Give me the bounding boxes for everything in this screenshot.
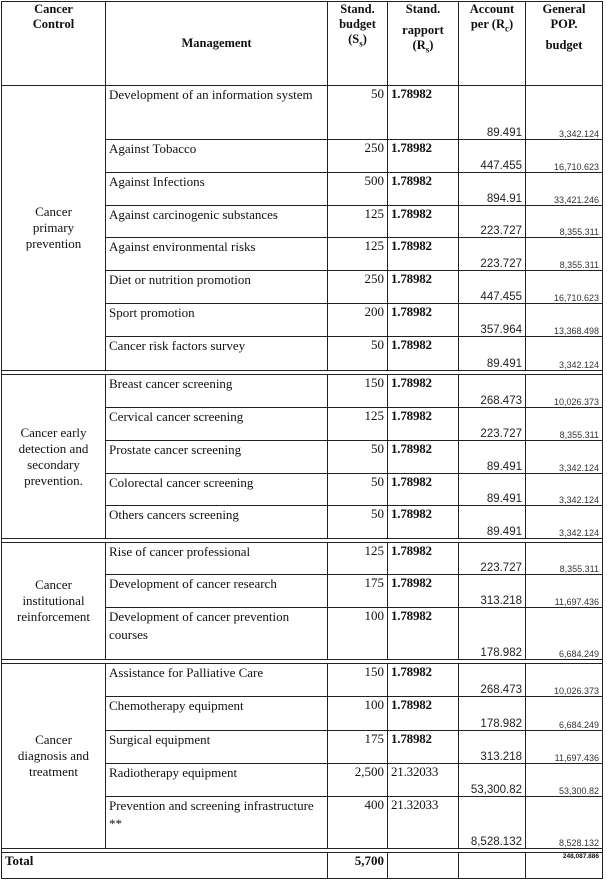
general-pop-budget-cell: 16,710.623 (526, 140, 603, 173)
header-stand-budget-sub: s (359, 38, 363, 49)
stand-budget-cell: 125 (328, 408, 388, 441)
management-cell: Rise of cancer professional (106, 543, 328, 575)
stand-budget-cell: 175 (328, 575, 388, 608)
category-label-line: primary (32, 220, 75, 235)
general-pop-budget-cell: 3,342.124 (526, 474, 603, 506)
stand-budget-cell: 250 (328, 140, 388, 173)
stand-rapport-cell: 1.78982 (388, 86, 459, 140)
header-general-pop (526, 2, 603, 86)
management-cell: Cancer risk factors survey (106, 337, 328, 371)
stand-rapport-cell: 1.78982 (388, 543, 459, 575)
stand-rapport-cell: 21.32033 (388, 797, 459, 849)
header-account-sub: c (504, 23, 509, 34)
stand-budget-cell: 150 (328, 664, 388, 697)
total-label: Total (2, 853, 328, 879)
management-cell: Development of cancer prevention courses (106, 608, 328, 660)
stand-budget-cell: 175 (328, 731, 388, 764)
header-stand-budget-line1: Stand. (340, 2, 375, 16)
account-cell: 447.455 (459, 140, 526, 173)
account-cell: 313.218 (459, 731, 526, 764)
management-cell: Others cancers screening (106, 506, 328, 539)
account-cell: 268.473 (459, 375, 526, 408)
header-control-line1: Cancer (34, 2, 73, 16)
stand-rapport-cell: 1.78982 (388, 608, 459, 660)
header-management: Management (106, 2, 328, 86)
header-stand-rapport-sub: s (425, 44, 430, 55)
general-pop-budget-cell: 8,355.311 (526, 206, 603, 238)
general-pop-budget-cell: 6,684.249 (526, 697, 603, 731)
general-pop-budget-cell: 3,342.124 (526, 506, 603, 539)
management-cell: Surgical equipment (106, 731, 328, 764)
stand-rapport-cell: 1.78982 (388, 304, 459, 337)
account-cell: 894.91 (459, 173, 526, 206)
stand-rapport-cell: 21.32033 (388, 764, 459, 797)
cancer-budget-table (1, 1, 603, 879)
stand-budget-cell: 125 (328, 238, 388, 271)
general-pop-budget-cell: 10,026.373 (526, 664, 603, 697)
category-label-line: institutional (22, 593, 85, 608)
category-cell (2, 375, 106, 539)
header-account-close: ) (508, 17, 514, 31)
general-pop-budget-cell: 8,355.311 (526, 543, 603, 575)
account-cell: 223.727 (459, 408, 526, 441)
account-cell: 89.491 (459, 86, 526, 140)
table-body (2, 86, 603, 879)
header-stand-rapport-line3: (R (412, 38, 426, 52)
stand-rapport-cell: 1.78982 (388, 140, 459, 173)
stand-budget-cell: 50 (328, 86, 388, 140)
stand-rapport-cell: 1.78982 (388, 408, 459, 441)
management-cell: Development of an information system (106, 86, 328, 140)
general-pop-budget-cell: 10,026.373 (526, 375, 603, 408)
account-cell: 357.964 (459, 304, 526, 337)
category-label-line: Cancer (35, 732, 72, 747)
total-row (2, 853, 603, 879)
general-pop-budget-cell: 16,710.623 (526, 271, 603, 304)
account-cell: 89.491 (459, 337, 526, 371)
budget-table-container (1, 1, 603, 879)
management-cell: Cervical cancer screening (106, 408, 328, 441)
category-cell (2, 664, 106, 849)
general-pop-budget-cell: 11,697.436 (526, 731, 603, 764)
account-cell: 223.727 (459, 238, 526, 271)
category-label-line: treatment (28, 764, 79, 779)
header-stand-budget-line2: budget (339, 17, 376, 31)
stand-rapport-cell: 1.78982 (388, 173, 459, 206)
table-row (2, 375, 603, 408)
total-rapport-empty (388, 853, 459, 879)
header-stand-rapport-close: ) (429, 38, 434, 52)
management-cell: Diet or nutrition promotion (106, 271, 328, 304)
header-stand-rapport-line1: Stand. (405, 2, 441, 16)
stand-budget-cell: 50 (328, 337, 388, 371)
category-label-line: secondary (27, 456, 80, 472)
category-cell (2, 86, 106, 371)
management-cell: Breast cancer screening (106, 375, 328, 408)
management-cell: Prevention and screening infrastructure ** (106, 797, 328, 849)
stand-budget-cell: 150 (328, 375, 388, 408)
general-pop-budget-cell: 8,355.311 (526, 408, 603, 441)
header-row (2, 2, 603, 86)
general-pop-budget-cell: 13,368.498 (526, 304, 603, 337)
stand-rapport-cell: 1.78982 (388, 575, 459, 608)
total-account-empty (459, 853, 526, 879)
header-general-line3: budget (545, 38, 583, 52)
account-cell: 178.982 (459, 608, 526, 660)
stand-rapport-cell: 1.78982 (388, 206, 459, 238)
stand-budget-cell: 125 (328, 543, 388, 575)
account-cell: 268.473 (459, 664, 526, 697)
header-account-line2: per (R (470, 17, 505, 31)
header-general-line1: General (542, 2, 586, 16)
management-cell: Colorectal cancer screening (106, 474, 328, 506)
stand-rapport-cell: 1.78982 (388, 474, 459, 506)
management-cell: Against carcinogenic substances (106, 206, 328, 238)
stand-budget-cell: 200 (328, 304, 388, 337)
account-cell: 89.491 (459, 441, 526, 474)
header-control-line2: Control (32, 17, 75, 31)
total-budget: 5,700 (328, 853, 388, 879)
management-cell: Development of cancer research (106, 575, 328, 608)
general-pop-budget-cell: 53,300.82 (526, 764, 603, 797)
stand-rapport-cell: 1.78982 (388, 664, 459, 697)
management-cell: Sport promotion (106, 304, 328, 337)
stand-budget-cell: 50 (328, 441, 388, 474)
header-account-line1: Account (469, 2, 515, 16)
table-row (2, 86, 603, 140)
category-label-line: prevention (25, 236, 82, 251)
management-cell: Chemotherapy equipment (106, 697, 328, 731)
header-cancer-control (2, 2, 106, 86)
table-row (2, 664, 603, 697)
stand-budget-cell: 500 (328, 173, 388, 206)
category-label-line: diagnosis and (17, 748, 90, 763)
stand-budget-cell: 250 (328, 271, 388, 304)
stand-rapport-cell: 1.78982 (388, 238, 459, 271)
category-label-line: Cancer (35, 204, 72, 219)
table-row (2, 543, 603, 575)
account-cell: 89.491 (459, 506, 526, 539)
header-stand-budget (328, 2, 388, 86)
management-cell: Prostate cancer screening (106, 441, 328, 474)
stand-rapport-cell: 1.78982 (388, 506, 459, 539)
general-pop-budget-cell: 3,342.124 (526, 86, 603, 140)
account-cell: 313.218 (459, 575, 526, 608)
account-cell: 8,528.132 (459, 797, 526, 849)
category-label-line: Cancer early (20, 424, 87, 440)
stand-budget-cell: 100 (328, 697, 388, 731)
category-cell (2, 543, 106, 660)
category-label-line: prevention. (24, 472, 83, 488)
stand-rapport-cell: 1.78982 (388, 337, 459, 371)
category-label-line: reinforcement (17, 609, 90, 624)
header-stand-rapport-line2: rapport (402, 23, 444, 37)
stand-budget-cell: 400 (328, 797, 388, 849)
header-stand-budget-close: ) (362, 32, 367, 46)
stand-budget-cell: 50 (328, 474, 388, 506)
header-account (459, 2, 526, 86)
management-cell: Radiotherapy equipment (106, 764, 328, 797)
total-pop-budget: 248,087.886 (526, 853, 603, 879)
stand-budget-cell: 2,500 (328, 764, 388, 797)
account-cell: 89.491 (459, 474, 526, 506)
management-cell: Against Infections (106, 173, 328, 206)
general-pop-budget-cell: 6,684.249 (526, 608, 603, 660)
account-cell: 223.727 (459, 543, 526, 575)
account-cell: 223.727 (459, 206, 526, 238)
stand-rapport-cell: 1.78982 (388, 271, 459, 304)
general-pop-budget-cell: 33,421.246 (526, 173, 603, 206)
category-label-line: Cancer (35, 577, 72, 592)
stand-rapport-cell: 1.78982 (388, 731, 459, 764)
stand-budget-cell: 50 (328, 506, 388, 539)
management-cell: Assistance for Palliative Care (106, 664, 328, 697)
management-cell: Against environmental risks (106, 238, 328, 271)
general-pop-budget-cell: 3,342.124 (526, 337, 603, 371)
category-label-line: detection and (18, 440, 89, 456)
general-pop-budget-cell: 8,355.311 (526, 238, 603, 271)
stand-rapport-cell: 1.78982 (388, 697, 459, 731)
stand-rapport-cell: 1.78982 (388, 375, 459, 408)
general-pop-budget-cell: 3,342.124 (526, 441, 603, 474)
header-stand-budget-line3: (S (348, 32, 360, 46)
stand-budget-cell: 100 (328, 608, 388, 660)
stand-budget-cell: 125 (328, 206, 388, 238)
management-cell: Against Tobacco (106, 140, 328, 173)
account-cell: 53,300.82 (459, 764, 526, 797)
general-pop-budget-cell: 8,528.132 (526, 797, 603, 849)
stand-rapport-cell: 1.78982 (388, 441, 459, 474)
account-cell: 178.982 (459, 697, 526, 731)
header-general-line2: POP. (550, 17, 578, 31)
account-cell: 447.455 (459, 271, 526, 304)
header-stand-rapport (388, 2, 459, 86)
general-pop-budget-cell: 11,697.436 (526, 575, 603, 608)
